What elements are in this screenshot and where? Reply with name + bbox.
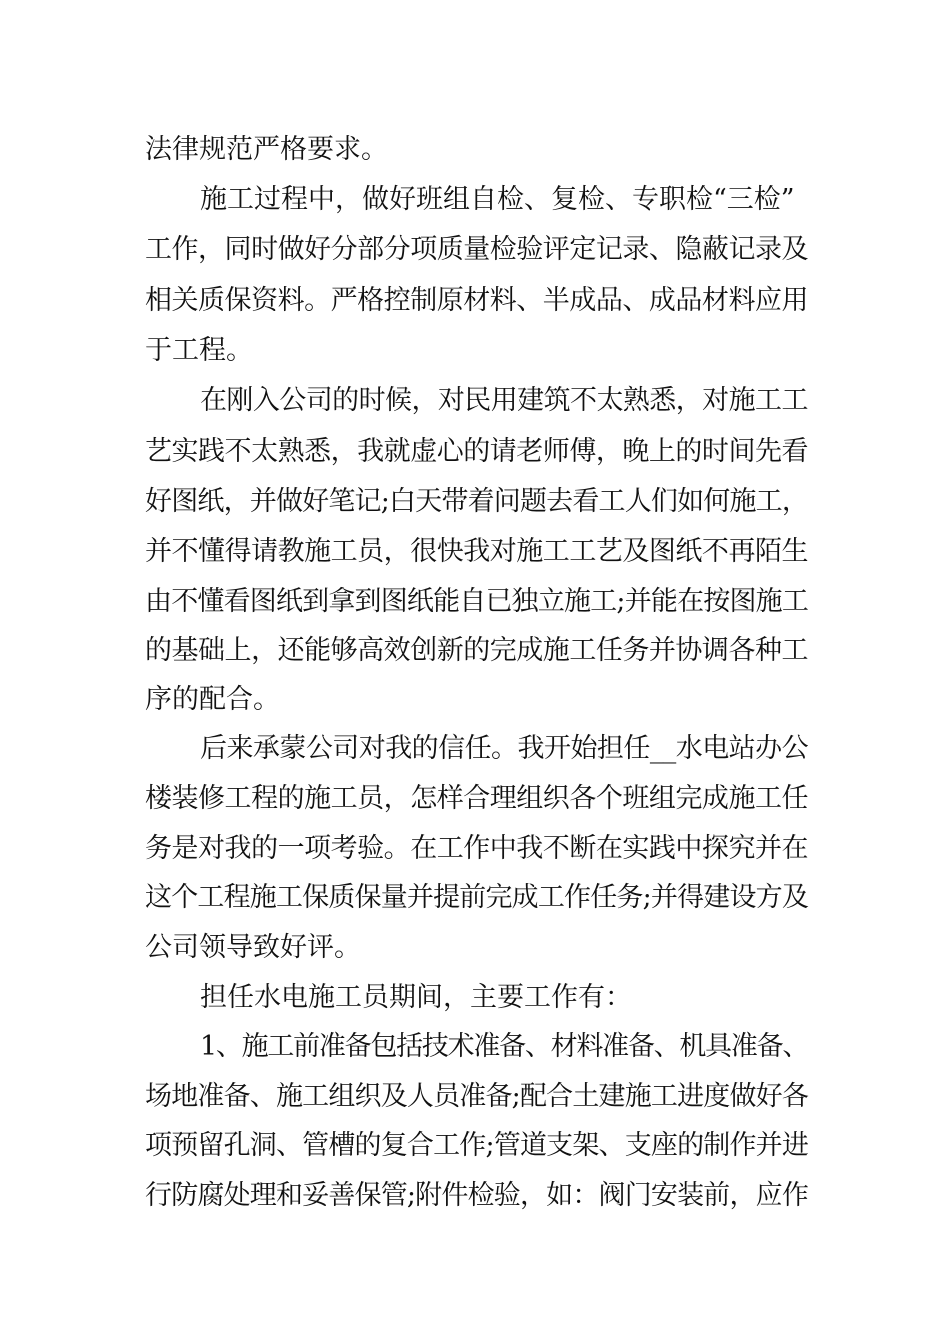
text-line: 1、施工前准备包括技术准备、材料准备、机具准备、 [200, 1031, 809, 1062]
text-line: 行防腐处理和妥善保管;附件检验，如：阀门安装前，应作 [145, 1180, 809, 1211]
text-line: 后来承蒙公司对我的信任。我开始担任__水电站办公 [200, 733, 809, 764]
text-line: 相关质保资料。严格控制原材料、半成品、成品材料应用 [145, 285, 808, 316]
text-line: 楼装修工程的施工员，怎样合理组织各个班组完成施工任 [145, 783, 808, 814]
text-line: 于工程。 [145, 335, 253, 366]
text-line: 担任水电施工员期间，主要工作有： [200, 982, 632, 1013]
text-line: 好图纸，并做好笔记;白天带着问题去看工人们如何施工， [145, 486, 809, 517]
text-line: 由不懂看图纸到拿到图纸能自已独立施工;并能在按图施工 [145, 586, 809, 617]
text-line: 法律规范严格要求。 [145, 134, 388, 165]
text-line: 并不懂得请教施工员，很快我对施工工艺及图纸不再陌生 [145, 536, 808, 567]
text-line: 务是对我的一项考验。在工作中我不断在实践中探究并在 [145, 833, 808, 864]
text-line: 公司领导致好评。 [145, 932, 361, 963]
text-line: 工作，同时做好分部分项质量检验评定记录、隐蔽记录及 [145, 234, 808, 265]
text-line: 这个工程施工保质保量并提前完成工作任务;并得建设方及 [145, 882, 809, 913]
text-line: 的基础上，还能够高效创新的完成施工任务并协调各种工 [145, 635, 808, 666]
text-line: 项预留孔洞、管槽的复合工作;管道支架、支座的制作并进 [145, 1130, 809, 1161]
text-line: 场地准备、施工组织及人员准备;配合土建施工进度做好各 [145, 1081, 809, 1112]
text-line: 施工过程中，做好班组自检、复检、专职检“三检” [200, 184, 795, 215]
text-line: 序的配合。 [145, 684, 280, 715]
text-line: 艺实践不太熟悉，我就虚心的请老师傅，晚上的时间先看 [145, 436, 808, 467]
text-line: 在刚入公司的时候，对民用建筑不太熟悉，对施工工 [200, 385, 808, 416]
